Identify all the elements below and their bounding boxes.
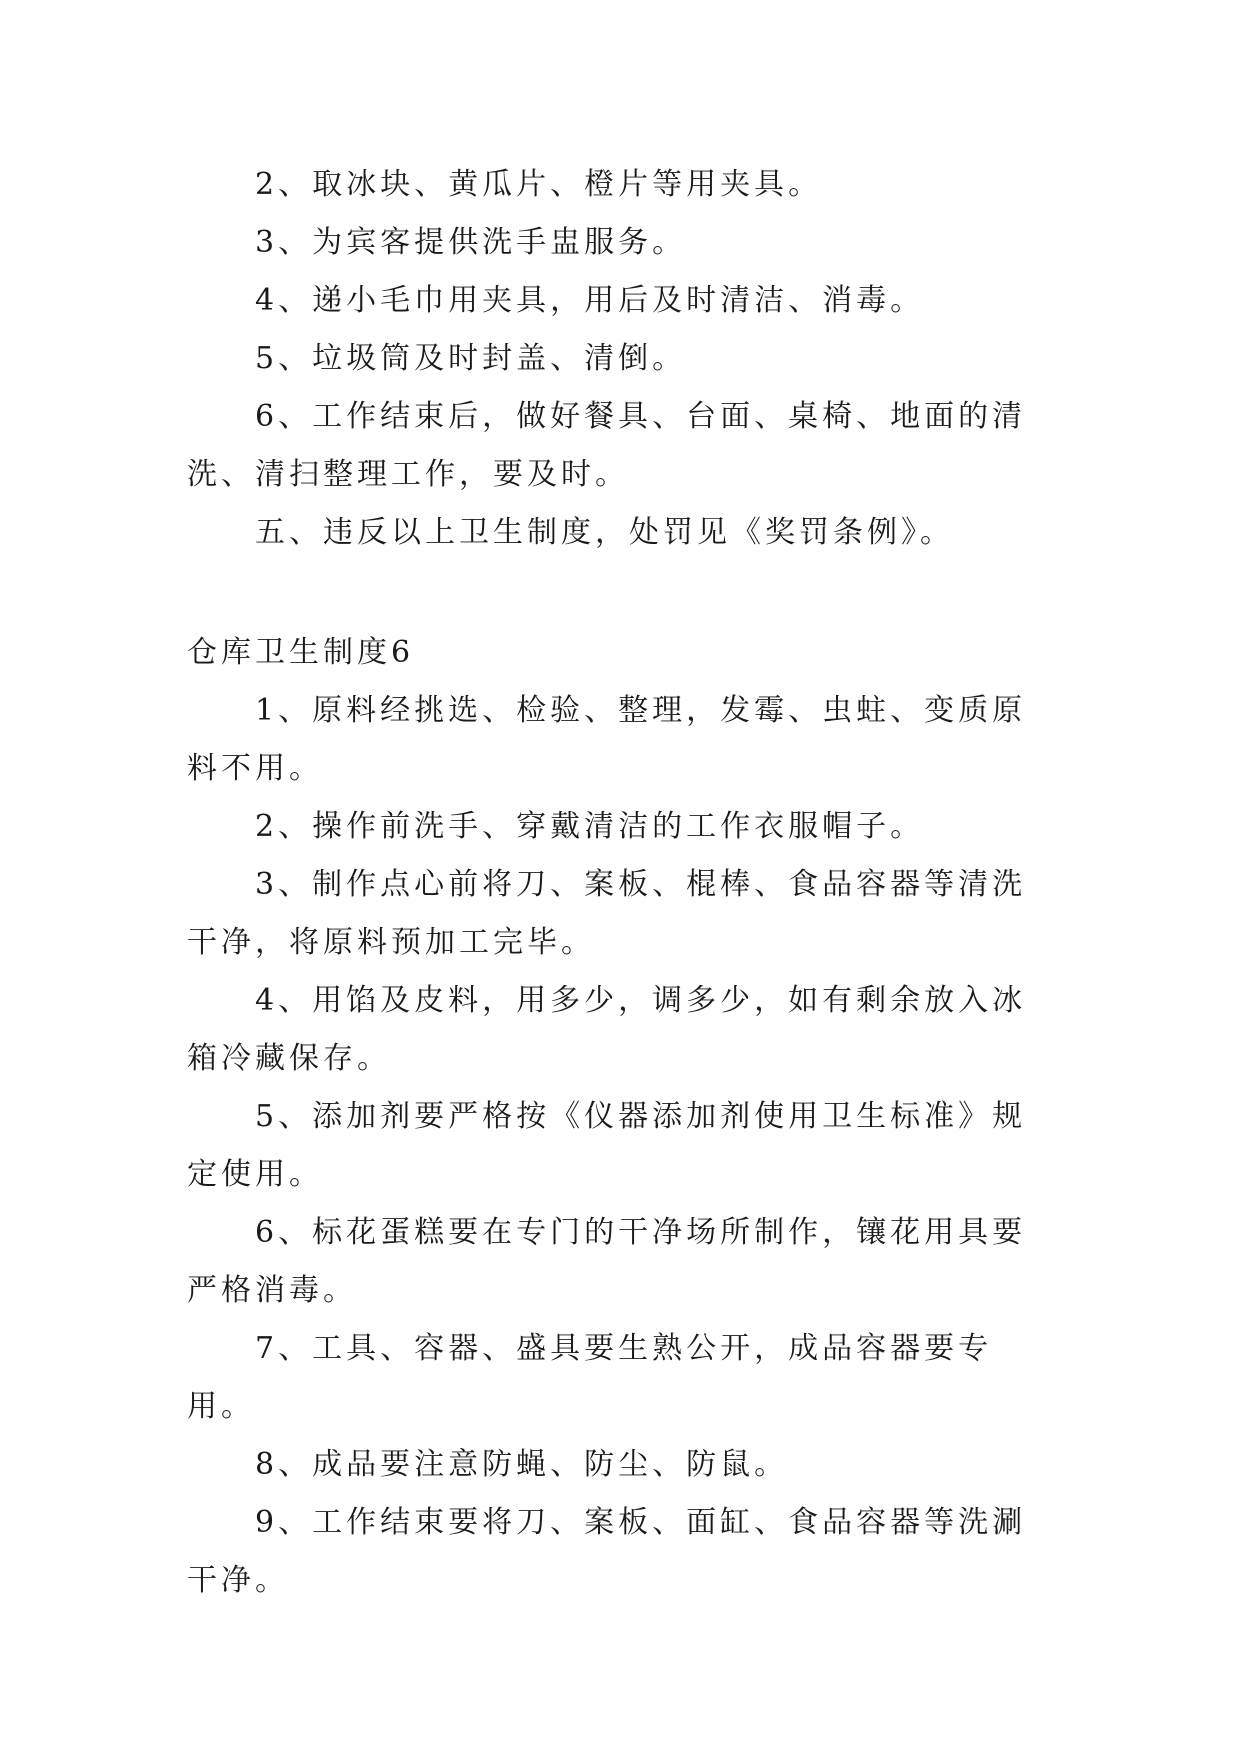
rule-paragraph: 3、为宾客提供洗手盅服务。 bbox=[255, 225, 687, 260]
rule-paragraph: 6、工作结束后，做好餐具、台面、桌椅、地面的清洗、清扫整理工作，要及时。 bbox=[187, 399, 1027, 492]
rule-paragraph: 9、工作结束要将刀、案板、面缸、食品容器等洗涮干净。 bbox=[187, 1505, 1027, 1598]
rule-paragraph: 4、递小毛巾用夹具，用后及时清洁、消毒。 bbox=[255, 283, 925, 318]
rule-paragraph: 8、成品要注意防蝇、防尘、防鼠。 bbox=[255, 1447, 789, 1482]
rule-paragraph: 5、添加剂要严格按《仪器添加剂使用卫生标准》规定使用。 bbox=[187, 1099, 1027, 1192]
previous-section-tail bbox=[187, 156, 1055, 562]
rule-paragraph: 4、用馅及皮料，用多少，调多少，如有剩余放入冰箱冷藏保存。 bbox=[187, 983, 1027, 1076]
rule-paragraph: 2、取冰块、黄瓜片、橙片等用夹具。 bbox=[255, 167, 823, 202]
rule-paragraph: 6、标花蛋糕要在专门的干净场所制作，镶花用具要严格消毒。 bbox=[187, 1215, 1027, 1308]
rule-paragraph: 3、制作点心前将刀、案板、棍棒、食品容器等清洗干净，将原料预加工完毕。 bbox=[187, 867, 1027, 960]
rule-paragraph: 2、操作前洗手、穿戴清洁的工作衣服帽子。 bbox=[255, 809, 925, 844]
rule-paragraph: 7、工具、容器、盛具要生熟公开，成品容器要专用。 bbox=[187, 1331, 993, 1424]
rule-paragraph: 1、原料经挑选、检验、整理，发霉、虫蛀、变质原料不用。 bbox=[187, 693, 1027, 786]
penalty-paragraph: 五、违反以上卫生制度，处罚见《奖罚条例》。 bbox=[255, 515, 954, 550]
warehouse-hygiene-section bbox=[187, 624, 1055, 1610]
section-title: 仓库卫生制度6 bbox=[187, 635, 415, 670]
rule-paragraph: 5、垃圾筒及时封盖、清倒。 bbox=[255, 341, 687, 376]
